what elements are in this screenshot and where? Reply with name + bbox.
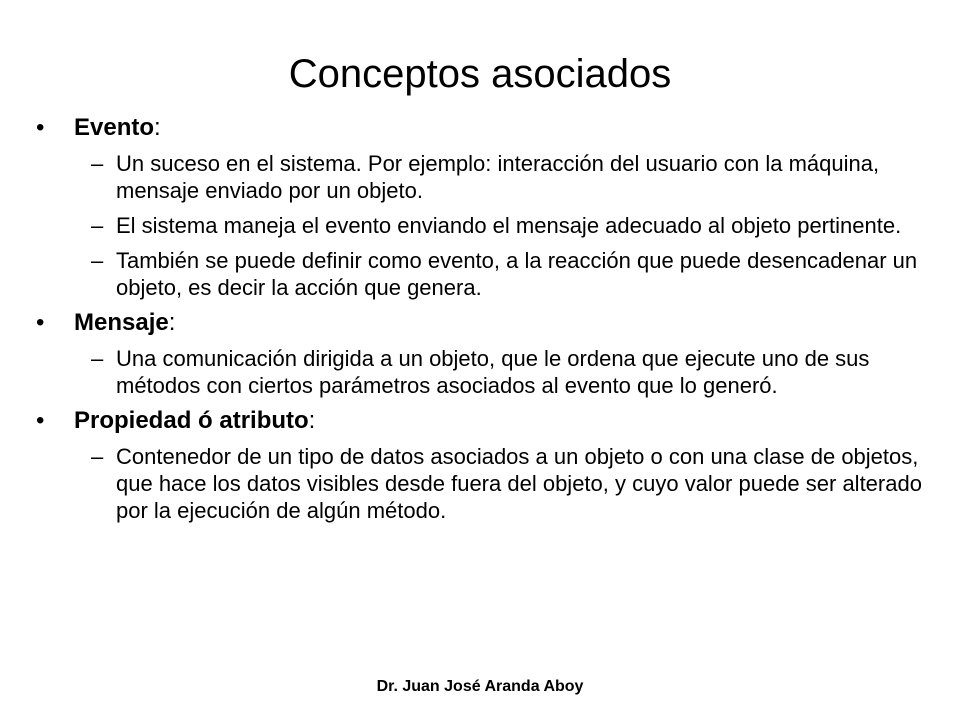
sub-dash: – xyxy=(91,346,104,371)
bullet-dot: • xyxy=(36,407,45,434)
sub-dash: – xyxy=(91,151,104,176)
sub-item xyxy=(36,150,936,204)
bullet-term: Propiedad ó atributo xyxy=(74,407,309,434)
sub-item xyxy=(36,345,936,399)
sub-item xyxy=(36,247,936,301)
bullet-term: Evento xyxy=(74,114,155,141)
sub-dash: – xyxy=(91,248,104,273)
sub-dash: – xyxy=(91,213,104,238)
sub-item xyxy=(36,212,936,239)
bullet-term-suffix: : xyxy=(154,114,161,141)
sub-dash: – xyxy=(91,444,104,469)
sub-item-text: También se puede definir como evento, a la reacción que puede desencadenar un objeto, es decir la acción que genera. xyxy=(116,248,918,300)
bullet-mensaje xyxy=(36,309,936,337)
bullet-term-suffix: : xyxy=(308,407,316,434)
bullet-term: Mensaje xyxy=(74,309,169,336)
bullet-dot: • xyxy=(36,309,45,336)
sub-item-text: Un suceso en el sistema. Por ejemplo: interacción del usuario con la máquina, mensaje enviado por un objeto. xyxy=(116,151,880,203)
slide-title: Conceptos asociados xyxy=(288,52,672,96)
sub-item-text: Una comunicación dirigida a un objeto, que le ordena que ejecute uno de sus métodos con ciertos parámetros asociados al evento que lo generó. xyxy=(116,346,870,398)
bullet-term-suffix: : xyxy=(168,309,176,336)
sub-item-text: El sistema maneja el evento enviando el mensaje adecuado al objeto pertinente. xyxy=(116,213,902,238)
bullet-dot: • xyxy=(36,114,45,141)
slide-content xyxy=(36,114,936,532)
bullet-propiedad xyxy=(36,407,936,435)
sub-item-text: Contenedor de un tipo de datos asociados a un objeto o con una clase de objetos, que hace los datos visibles desde fuera del objeto, y cuyo valor puede ser alterado por la ejecución de algún método. xyxy=(116,444,922,523)
sub-item xyxy=(36,443,936,524)
slide-footer-author: Dr. Juan José Aranda Aboy xyxy=(376,678,584,695)
bullet-evento xyxy=(36,114,936,142)
